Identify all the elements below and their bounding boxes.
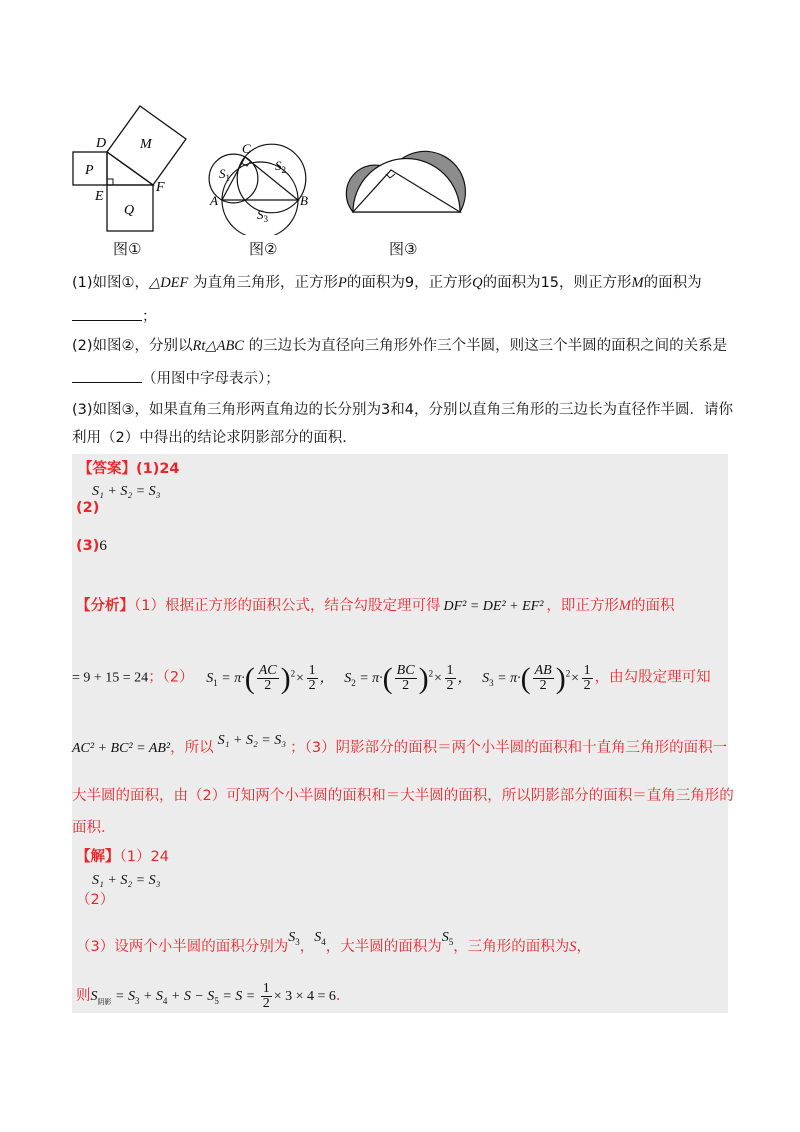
fig1-label-D: D — [96, 136, 107, 151]
fig2-label-C: C — [242, 141, 251, 156]
answer-blank-2[interactable] — [72, 367, 142, 383]
question-3-line2: 利用（2）中得出的结论求阴影部分的面积． — [72, 430, 357, 446]
svg-text:S2 — [275, 158, 286, 175]
analysis-label: 【分析】 — [76, 598, 134, 614]
fig2-label-A: A — [210, 193, 218, 208]
analysis-line-5: 面积． — [72, 820, 116, 836]
solution-2-prefix: （2） — [76, 892, 115, 908]
answer-blank-1[interactable] — [72, 305, 142, 321]
triangle-def: △DEF — [149, 275, 189, 291]
figure-1 — [66, 92, 206, 232]
fig1-label-Q: Q — [124, 203, 135, 218]
question-1-blank-line: ； — [72, 305, 157, 327]
fig1-label-E: E — [95, 189, 104, 204]
solution-label: 【解】 — [76, 849, 120, 865]
svg-text:S3 — [257, 207, 269, 224]
formula-s3: $S_3 = \pi\cdot$( $\frac{AB}{2}$ )$^2$× $\frac{1}{2}$ — [482, 661, 591, 695]
question-3-line1: (3)如图③，如果直角三角形两直角边的长分别为3和4，分别以直角三角形的三边长为直径作半圆．请你 — [72, 402, 733, 418]
solution-line-1: 【解】（1）24 — [76, 849, 169, 865]
solution-line-3: （3）设两个小半圆的面积分别为$S_3$，$S_4$，大半圆的面积为$S_5$，三角形的面积为S， — [76, 930, 591, 955]
question-2-blank-line: （用图中字母表示）； — [72, 367, 280, 389]
solution-line-4: 则$S_{阴影} = S_3 + S_4 + S - S_5 = S$ = $\frac{1}{2}$ × 3 × 4 = 6． — [76, 981, 351, 1012]
fig2-label-S3-sub: 3 — [263, 214, 268, 224]
formula-s2: $S_2 = \pi\cdot$( $\frac{BC}{2}$ )$^2$× $\frac{1}{2}$ ， — [344, 661, 472, 695]
answer-line-1: 【答案】(1)24 — [78, 461, 180, 477]
fig2-label-S1-sub: 1 — [225, 173, 230, 183]
fig1-label-F: F — [156, 180, 165, 195]
fig2-label-S1: S — [219, 166, 226, 181]
answer-2-prefix: (2) — [76, 500, 100, 516]
question-1: (1)如图①，△DEF 为直角三角形，正方形P的面积为9，正方形Q的面积为15，则正方形M的面积为 — [72, 275, 702, 291]
figure-3 — [338, 140, 468, 220]
formula-s1: $S_1 = \pi\cdot$( $\frac{AC}{2}$ )$^2$× $\frac{1}{2}$ ， — [206, 661, 334, 695]
fig1-label-P: P — [85, 163, 94, 178]
fig2-caption: 图② — [249, 240, 278, 258]
fig1-caption: 图① — [113, 240, 142, 258]
answer-3: (3)6 — [76, 538, 107, 554]
analysis-line-1: 【分析】（1）根据正方形的面积公式，结合勾股定理可得 DF² = DE² + EF² ，即正方形M的面积 — [76, 598, 675, 614]
fig2-label-S2-sub: 2 — [281, 165, 286, 175]
fig2-label-S2: S — [275, 158, 282, 173]
question-2: (2)如图②，分别以Rt△ABC 的三边长为直径向三角形外作三个半圆，则这三个半圆的面积之间的关系是 — [72, 338, 728, 354]
answer-2-formula: S₁ + S₂ = S₃ — [92, 484, 161, 499]
solution-2-formula: S₁ + S₂ = S₃ — [92, 873, 161, 888]
analysis-line-2: = 9 + 15 = 24；（2） $S_1 = \pi\cdot$( $\frac{AC}{2}$ )$^2$× $\frac{1}{2}$ ， $S_2 = \pi\cdot$( $\frac{BC}{2}$ )$^2$× $\frac{1}{2}$ ， $S_3 = \pi\cdot$( $\frac{AB}{2}$ )$^2$× $\frac{1}{2}$ ，由勾股定理可知 — [72, 661, 711, 695]
answer-section — [72, 454, 728, 1013]
fig2-label-B: B — [300, 193, 308, 208]
fig3-caption: 图③ — [389, 240, 418, 258]
fig2-label-S3: S — [257, 207, 264, 222]
svg-text:S1 — [219, 166, 230, 183]
answer-label: 【答案】 — [78, 461, 136, 477]
analysis-line-4: 大半圆的面积，由（2）可知两个小半圆的面积和＝大半圆的面积，所以阴影部分的面积＝直角三角形的 — [72, 788, 734, 804]
figure-2 — [205, 135, 320, 235]
analysis-line-3: AC² + BC² = AB²，所以 S₁ + S₂ = S₃ ；（3）阴影部分的面积＝两个小半圆的面积和十直角三角形的面积一 — [72, 733, 728, 756]
fig1-label-M: M — [140, 137, 152, 152]
